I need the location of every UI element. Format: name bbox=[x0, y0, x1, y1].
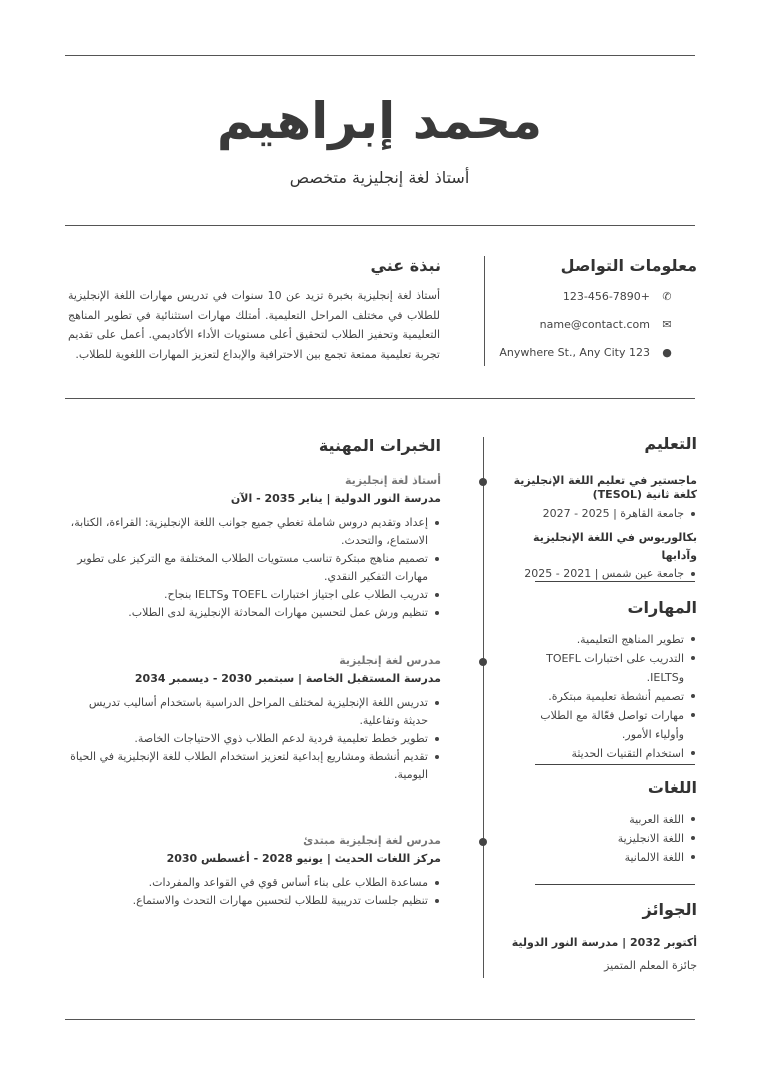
award-date-org: أكتوبر 2032 | مدرسة النور الدولية bbox=[511, 936, 697, 949]
experience-title-text: الخبرات المهنية bbox=[318, 436, 441, 455]
about-title-text: نبذة عني bbox=[370, 256, 441, 275]
education-item-1 bbox=[497, 474, 697, 523]
skill-item: استخدام التقنيات الحديثة bbox=[532, 744, 697, 763]
contact-address bbox=[499, 346, 674, 359]
section-rule bbox=[65, 398, 695, 399]
experience-item-1 bbox=[63, 472, 441, 622]
skills-rule bbox=[535, 764, 695, 765]
experience-org-date: مدرسة النور الدولية | يناير 2035 - الآن bbox=[230, 492, 441, 505]
education-detail: جامعة القاهرة | 2025 - 2027 bbox=[497, 505, 697, 523]
experience-item-2 bbox=[63, 652, 441, 784]
experience-role: أستاذ لغة إنجليزية bbox=[345, 474, 441, 487]
experience-bullet: تطوير خطط تعليمية فردية لدعم الطلاب ذوي الاحتياجات الخاصة. bbox=[63, 730, 441, 748]
email-text: name@contact.com bbox=[539, 318, 650, 331]
experience-org-date: مركز اللغات الحديث | يونيو 2028 - أغسطس 2030 bbox=[166, 852, 441, 865]
skills-list bbox=[532, 630, 697, 763]
experience-bullet: تصميم مناهج مبتكرة تناسب مستويات الطلاب المختلفة مع التركيز على تطوير مهارات التفكير النقدي. bbox=[63, 550, 441, 586]
experience-bullet: تدريب الطلاب على اجتياز اختبارات TOEFL وIELTS بنجاح. bbox=[63, 586, 441, 604]
experience-title bbox=[319, 436, 441, 455]
skill-item: تطوير المناهج التعليمية. bbox=[532, 630, 697, 649]
awards-title-text: الجوائز bbox=[642, 900, 697, 919]
timeline-dot-2 bbox=[479, 658, 487, 666]
job-title: أستاذ لغة إنجليزية متخصص bbox=[289, 168, 470, 187]
phone-icon: ✆ bbox=[662, 290, 672, 303]
experience-bullet: مساعدة الطلاب على بناء أساس قوي في القواعد والمفردات. bbox=[63, 874, 441, 892]
experience-bullets bbox=[63, 514, 441, 622]
contact-title-text: معلومات التواصل bbox=[560, 256, 697, 275]
awards-title bbox=[643, 900, 698, 919]
contact-title bbox=[561, 256, 697, 275]
languages-title-text: اللغات bbox=[647, 778, 697, 797]
degree: بكالوريوس في اللغة الإنجليزية وآدابها bbox=[533, 531, 697, 562]
skill-item: التدريب على اختبارات TOEFL وIELTS. bbox=[532, 649, 697, 687]
experience-bullets bbox=[63, 694, 441, 784]
languages-title bbox=[648, 778, 697, 797]
experience-bullet: إعداد وتقديم دروس شاملة تغطي جميع جوانب اللغة الإنجليزية: القراءة، الكتابة، الاستماع، والتحدث. bbox=[63, 514, 441, 550]
timeline-dot-3 bbox=[479, 838, 487, 846]
education-item-2 bbox=[497, 529, 697, 583]
award-item bbox=[497, 931, 697, 977]
experience-bullet: تقديم أنشطة ومشاريع إبداعية لتعزيز استخدام الطلاب للغة الإنجليزية في الحياة اليومية. bbox=[63, 748, 441, 784]
languages-rule bbox=[535, 884, 695, 885]
address-text: Anywhere St., Any City 123 bbox=[499, 346, 650, 359]
languages-list bbox=[532, 810, 697, 867]
experience-item-3 bbox=[63, 832, 441, 910]
education-detail-list bbox=[497, 505, 697, 523]
language-item: اللغة الالمانية bbox=[532, 848, 697, 867]
skills-title bbox=[627, 598, 697, 617]
location-pin-icon: ● bbox=[662, 346, 672, 359]
experience-org-date: مدرسة المستقبل الخاصة | سبتمبر 2030 - ديسمبر 2034 bbox=[134, 672, 441, 685]
top-rule bbox=[65, 55, 695, 56]
timeline-line bbox=[483, 437, 484, 978]
education-title bbox=[644, 434, 697, 453]
person-name: محمد إبراهيم bbox=[216, 92, 543, 150]
skill-item: مهارات تواصل فعّالة مع الطلاب وأولياء الأمور. bbox=[532, 706, 697, 744]
skills-title-text: المهارات bbox=[627, 598, 697, 617]
contact-phone bbox=[563, 290, 674, 303]
experience-bullet: تنظيم ورش عمل لتحسين مهارات المحادثة الإنجليزية لدى الطلاب. bbox=[63, 604, 441, 622]
experience-bullets bbox=[63, 874, 441, 910]
timeline-dot-1 bbox=[479, 478, 487, 486]
experience-role: مدرس لغة إنجليزية مبتدئ bbox=[303, 834, 441, 847]
skill-item: تصميم أنشطة تعليمية مبتكرة. bbox=[532, 687, 697, 706]
education-title-text: التعليم bbox=[644, 434, 697, 453]
education-detail: جامعة عين شمس | 2021 - 2025 bbox=[497, 565, 697, 583]
experience-bullet: تنظيم جلسات تدريبية للطلاب لتحسين مهارات التحدث والاستماع. bbox=[63, 892, 441, 910]
experience-bullet: تدريس اللغة الإنجليزية لمختلف المراحل الدراسية باستخدام أساليب تدريس حديثة وتفاعلية. bbox=[63, 694, 441, 730]
language-item: اللغة الانجليزية bbox=[532, 829, 697, 848]
about-text: أستاذ لغة إنجليزية بخبرة تزيد عن 10 سنوات في تدريس مهارات اللغة الإنجليزية للطلاب في مختلف المراحل التعليمية. أمتلك مهارات استثنائية في تطوير المناهج التعليمية وتحفيز الطلاب لتحقيق أعلى مستويات الأداء الأكاديمي. أعمل على تقديم تجربة تعليمية ممتعة تجمع بين الاحترافية والإبداع لتعزيز المهارات اللغوية للطلاب. bbox=[68, 289, 440, 361]
phone-text: 123-456-7890+ bbox=[562, 290, 650, 303]
about-title bbox=[371, 256, 441, 275]
bottom-rule bbox=[65, 1019, 695, 1020]
contact-email bbox=[540, 318, 674, 331]
education-rule bbox=[535, 581, 695, 582]
top-divider bbox=[484, 256, 485, 366]
degree: ماجستير في تعليم اللغة الإنجليزية كلغة ثانية (TESOL) bbox=[513, 474, 697, 501]
envelope-icon: ✉ bbox=[662, 318, 672, 331]
language-item: اللغة العربية bbox=[532, 810, 697, 829]
experience-role: مدرس لغة إنجليزية bbox=[339, 654, 441, 667]
header-rule bbox=[65, 225, 695, 226]
award-name: جائزة المعلم المتميز bbox=[604, 959, 697, 972]
